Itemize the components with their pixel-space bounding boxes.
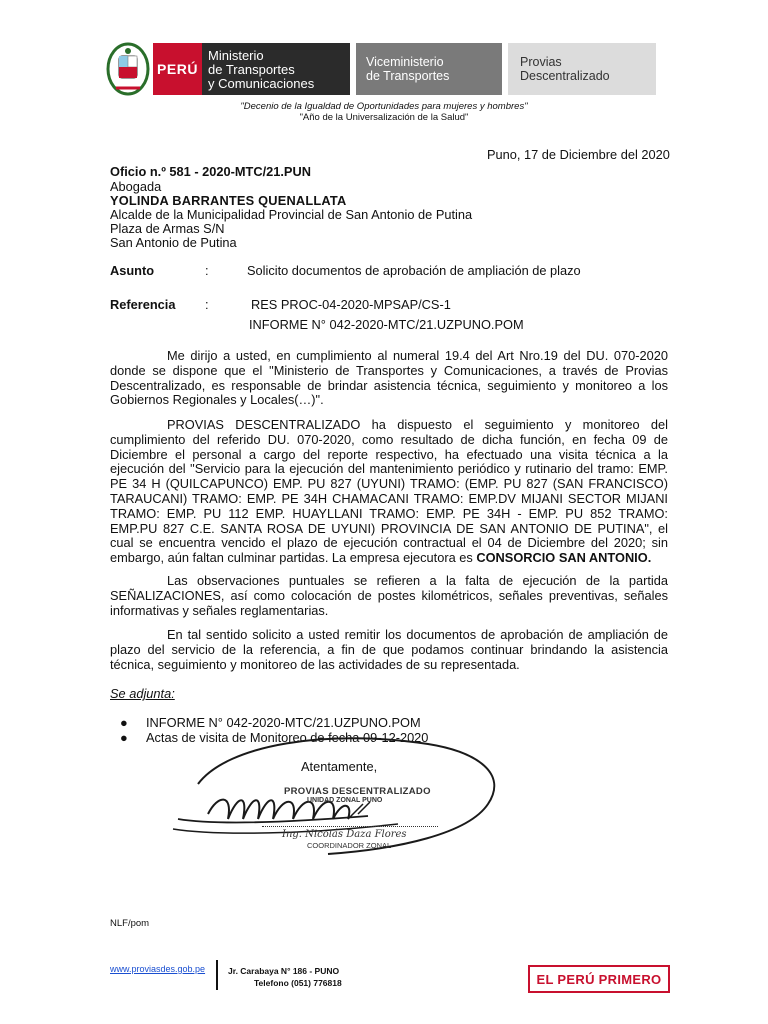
peru-label: PERÚ <box>157 61 198 77</box>
paragraph-1: Me dirijo a usted, en cumplimiento al numeral 19.4 del Art Nro.19 del DU. 070-2020 donde se dispone que el "Ministerio de Transportes y Comunicaciones, a través de Provias Descentralizado, es responsable de brindar asistencia técnica, seguimiento y monitoreo a los Gobiernos Regionales y Locales(…)". <box>110 348 668 408</box>
paragraph-3: Las observaciones puntuales se refieren a la falta de ejecución de la partida SEÑALIZACIONES, así como colocación de postes kilométricos, señales preventivas, señales informativas y señales reglamentarias. <box>110 573 668 618</box>
footer-divider <box>216 960 218 990</box>
paragraph-2 <box>110 418 668 566</box>
paragraph-2-main: PROVIAS DESCENTRALIZADO ha dispuesto el seguimiento y monitoreo del cumplimiento del referido DU. 070-2020, como resultado de dicha función, en fecha 09 de Diciembre el personal a cargo del reporte respectivo, ha efectuado una visita técnica a la ejecución del "Servicio para la ejecución del mantenimiento periódico y rutinario del tramo: EMP. PE 34 H (QUILCAPUNCO) EMP. PU 827 (UYUNI) TRAMO: (EMP. PU 827 (SAN FRANCISCO) TARAUCANI) TRAMO: EMP. PE 34H CHAMACANI TRAMO: EMP.DV MIJANI SECTOR MIJANI TRAMO: EMP. PU 112 EMP. HUAYLLANI TRAMO: EMP. PE 34H - EMP. PU 852 TRAMO: EMP.PU 827 C.E. SANTA ROSA DE UYUNI) PROVINCIA DE SAN ANTONIO DE PUTINA", el cual se encuentra vencido el plazo de ejecución contractual el 04 de Diciembre del 2020; sin embargo, aún faltan culminar partidas. La empresa ejecutora es <box>110 417 668 566</box>
signer-role: COORDINADOR ZONAL <box>307 841 392 850</box>
website-link[interactable]: www.proviasdes.gob.pe <box>110 964 206 974</box>
subject-text: Solicito documentos de aprobación de ampliación de plazo <box>247 263 581 278</box>
reference-colon: : <box>205 297 209 312</box>
provias-line-2: Descentralizado <box>520 69 610 83</box>
ministry-box <box>202 43 350 95</box>
footer-phone: Telefono (051) 776818 <box>254 978 342 988</box>
signer-name: Ing. Nicolás Daza Flores <box>282 829 407 840</box>
motto-year: "Año de la Universalización de la Salud" <box>299 112 469 123</box>
recipient-name: YOLINDA BARRANTES QUENALLATA <box>110 193 347 208</box>
place-date: Puno, 17 de Diciembre del 2020 <box>487 147 670 162</box>
subject-colon: : <box>205 263 209 278</box>
coat-of-arms-logo <box>106 42 150 96</box>
reference-label: Referencia <box>110 297 176 312</box>
initials: NLF/pom <box>110 918 150 929</box>
stamp-line-1: PROVIAS DESCENTRALIZADO <box>284 786 431 797</box>
reference-item-1: RES PROC-04-2020-MPSAP/CS-1 <box>251 297 451 312</box>
vice-line-2: de Transportes <box>366 69 450 83</box>
bullet-icon: ● <box>120 730 128 745</box>
viceministry-box <box>356 43 502 95</box>
paragraph-4: En tal sentido solicito a usted remitir los documentos de aprobación de ampliación de plazo del servicio de la referencia, a fin de que podamos continuar brindando la asistencia técnica, seguimiento y monitoreo de las actividades de su representada. <box>110 627 668 672</box>
vice-line-1: Viceministerio <box>366 55 444 69</box>
peru-brand-box <box>153 43 202 95</box>
attachment-item: Actas de visita de Monitoreo de fecha 09-12-2020 <box>146 730 429 745</box>
bullet-icon: ● <box>120 715 128 730</box>
stamp-line-2: UNIDAD ZONAL PUNO <box>307 797 383 804</box>
subject-label: Asunto <box>110 263 155 278</box>
ministry-line-3: y Comunicaciones <box>208 76 315 91</box>
paragraph-2-company: CONSORCIO SAN ANTONIO. <box>476 550 652 566</box>
footer-address: Jr. Carabaya N° 186 - PUNO <box>228 966 340 976</box>
attachment-item: INFORME N° 042-2020-MTC/21.UZPUNO.POM <box>146 715 421 730</box>
slogan-box <box>528 965 670 993</box>
provias-line-1: Provias <box>520 55 562 69</box>
attachments-label: Se adjunta: <box>110 686 175 701</box>
ministry-line-1: Ministerio <box>208 48 264 63</box>
recipient-city: San Antonio de Putina <box>110 235 237 250</box>
motto-decade: "Decenio de la Igualdad de Oportunidades para mujeres y hombres" <box>240 101 528 112</box>
recipient-role: Alcalde de la Municipalidad Provincial de San Antonio de Putina <box>110 207 473 222</box>
ministry-line-2: de Transportes <box>208 62 295 77</box>
closing: Atentamente, <box>301 759 378 774</box>
signature-line <box>262 826 438 827</box>
provias-box <box>508 43 656 95</box>
office-reference: Oficio n.º 581 - 2020-MTC/21.PUN <box>110 164 311 179</box>
recipient-title: Abogada <box>110 179 162 194</box>
reference-item-2: INFORME N° 042-2020-MTC/21.UZPUNO.POM <box>249 317 524 332</box>
slogan-text: EL PERÚ PRIMERO <box>536 971 662 987</box>
recipient-address: Plaza de Armas S/N <box>110 221 225 236</box>
